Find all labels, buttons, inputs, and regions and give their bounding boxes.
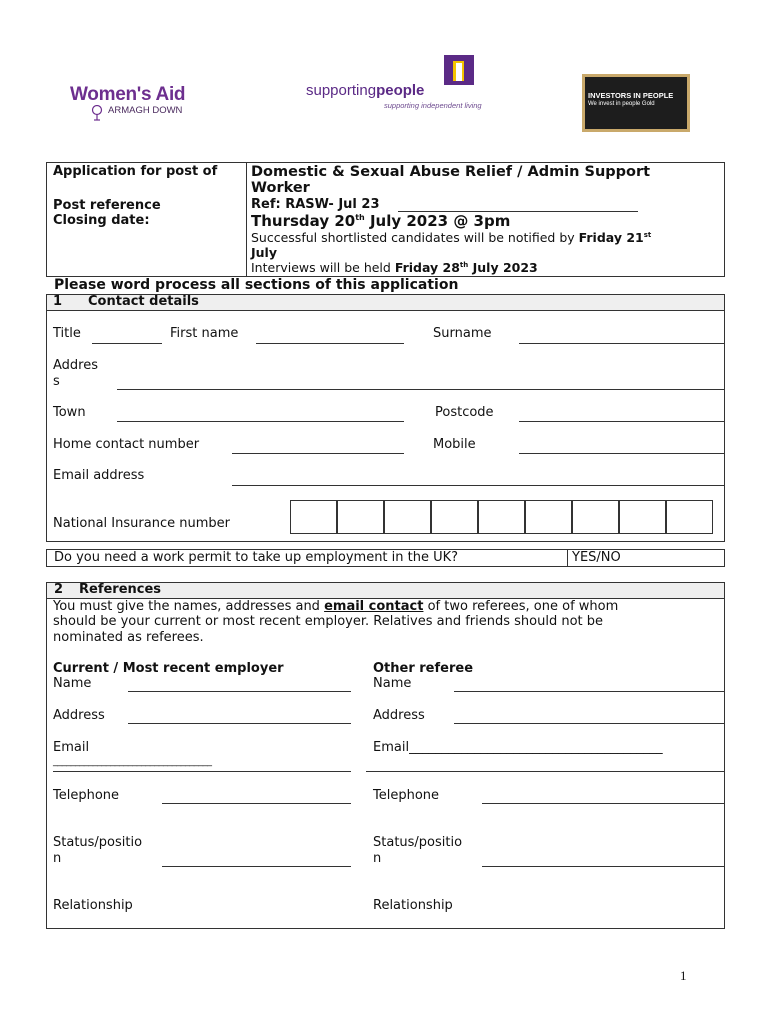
address-label: Addres — [53, 358, 98, 373]
womens-aid-logo — [70, 85, 210, 125]
section2-number: 2 — [54, 582, 64, 597]
ref2-status-label-wrap: n — [373, 851, 382, 866]
home-contact-label: Home contact number — [53, 437, 200, 452]
post-title-line2: Worker — [251, 180, 310, 196]
first-name-field[interactable] — [256, 343, 404, 344]
work-permit-answer[interactable]: YES/NO — [572, 550, 621, 565]
womens-aid-logo-subtitle: ARMAGH DOWN — [108, 105, 183, 116]
ref1-address-label: Address — [53, 708, 105, 723]
ref2-telephone-field[interactable] — [482, 803, 724, 804]
postcode-label: Postcode — [435, 405, 494, 420]
ni-number-box[interactable] — [525, 500, 572, 534]
ref1-email-label: Email — [53, 740, 90, 755]
other-referee-heading: Other referee — [373, 661, 474, 676]
ref2-relationship-label: Relationship — [373, 898, 453, 913]
ref2-telephone-label: Telephone — [373, 788, 440, 803]
page-number: 1 — [680, 968, 687, 983]
post-title-line1: Domestic & Sexual Abuse Relief / Admin Support — [251, 164, 651, 180]
email-contact-emphasis: email contact — [324, 599, 424, 614]
door-icon — [444, 55, 474, 85]
town-label: Town — [53, 405, 86, 420]
references-intro-line3: nominated as referees. — [53, 630, 204, 645]
ref2-status-label: Status/positio — [373, 835, 463, 850]
ni-number-box[interactable] — [478, 500, 525, 534]
email-address-field[interactable] — [232, 485, 724, 486]
ref1-status-field[interactable] — [162, 866, 351, 867]
ref-value: Ref: RASW- Jul 23 — [251, 197, 380, 212]
title-field[interactable] — [92, 343, 162, 344]
section2-title: References — [79, 582, 162, 597]
ref2-status-field[interactable] — [482, 866, 724, 867]
ni-number-box[interactable] — [666, 500, 713, 534]
current-employer-heading: Current / Most recent employer — [53, 661, 284, 676]
tree-icon — [90, 105, 104, 121]
section1-number: 1 — [53, 294, 63, 309]
notified-text: Successful shortlisted candidates will be notified by Friday 21st — [251, 230, 652, 245]
mobile-field[interactable] — [519, 453, 724, 454]
work-permit-divider — [567, 549, 568, 567]
ref2-name-field[interactable] — [454, 691, 724, 692]
references-intro-line1: You must give the names, addresses and email contact of two referees, one of whom — [53, 599, 619, 614]
supporting-people-tagline: supporting independent living — [384, 101, 482, 110]
ni-number-box[interactable] — [290, 500, 337, 534]
ni-number-box[interactable] — [572, 500, 619, 534]
surname-label: Surname — [433, 326, 492, 341]
instruction-heading: Please word process all sections of this application — [54, 277, 459, 293]
application-for-label: Application for post of — [53, 164, 218, 179]
notified-text-line2: July — [251, 245, 277, 260]
supporting-people-wordmark: supportingpeople — [306, 82, 425, 99]
references-intro-line2: should be your current or most recent employer. Relatives and friends should not be — [53, 614, 604, 629]
ref1-name-label: Name — [53, 676, 92, 691]
work-permit-question: Do you need a work permit to take up employment in the UK? — [54, 550, 459, 565]
iip-subtitle: We invest in people Gold — [588, 101, 655, 107]
closing-date-label: Closing date: — [53, 213, 150, 228]
surname-field[interactable] — [519, 343, 724, 344]
ref1-telephone-field[interactable] — [162, 803, 351, 804]
ref2-address-field[interactable] — [454, 723, 724, 724]
post-details-divider — [246, 162, 247, 277]
mobile-label: Mobile — [433, 437, 476, 452]
ref1-telephone-label: Telephone — [53, 788, 120, 803]
email-address-label: Email address — [53, 468, 145, 483]
investors-in-people-logo — [582, 74, 690, 132]
iip-title: INVESTORS IN PEOPLE — [588, 91, 674, 100]
address-field[interactable] — [117, 389, 724, 390]
first-name-label: First name — [170, 326, 239, 341]
ref2-address-label: Address — [373, 708, 425, 723]
title-label: Title — [53, 326, 81, 341]
address-label-wrap: s — [53, 374, 60, 389]
section1-title: Contact details — [88, 294, 199, 309]
ref1-email-underscores: ____________________________________ — [53, 756, 212, 767]
ni-number-label: National Insurance number — [53, 516, 230, 531]
ref1-name-field[interactable] — [128, 691, 351, 692]
ref1-relationship-label: Relationship — [53, 898, 133, 913]
home-contact-field[interactable] — [232, 453, 404, 454]
ni-number-box[interactable] — [431, 500, 478, 534]
postcode-field[interactable] — [519, 421, 724, 422]
ni-number-box[interactable] — [337, 500, 384, 534]
ref1-status-label: Status/positio — [53, 835, 143, 850]
womens-aid-logo-title: Women's Aid — [70, 84, 186, 105]
ref1-address-field[interactable] — [128, 723, 351, 724]
interviews-text: Interviews will be held Friday 28th July 2023 — [251, 260, 538, 275]
post-reference-label: Post reference — [53, 198, 161, 213]
closing-date-value: Thursday 20th July 2023 @ 3pm — [251, 212, 511, 230]
supporting-people-logo — [306, 55, 496, 115]
town-field[interactable] — [117, 421, 404, 422]
ni-number-box[interactable] — [384, 500, 431, 534]
ref1-status-label-wrap: n — [53, 851, 62, 866]
ref2-email-label: Email_______________________________________ — [373, 740, 663, 755]
ref2-email-field[interactable] — [366, 771, 724, 772]
ni-number-box[interactable] — [619, 500, 666, 534]
ref1-email-field[interactable] — [53, 771, 351, 772]
ref2-name-label: Name — [373, 676, 412, 691]
